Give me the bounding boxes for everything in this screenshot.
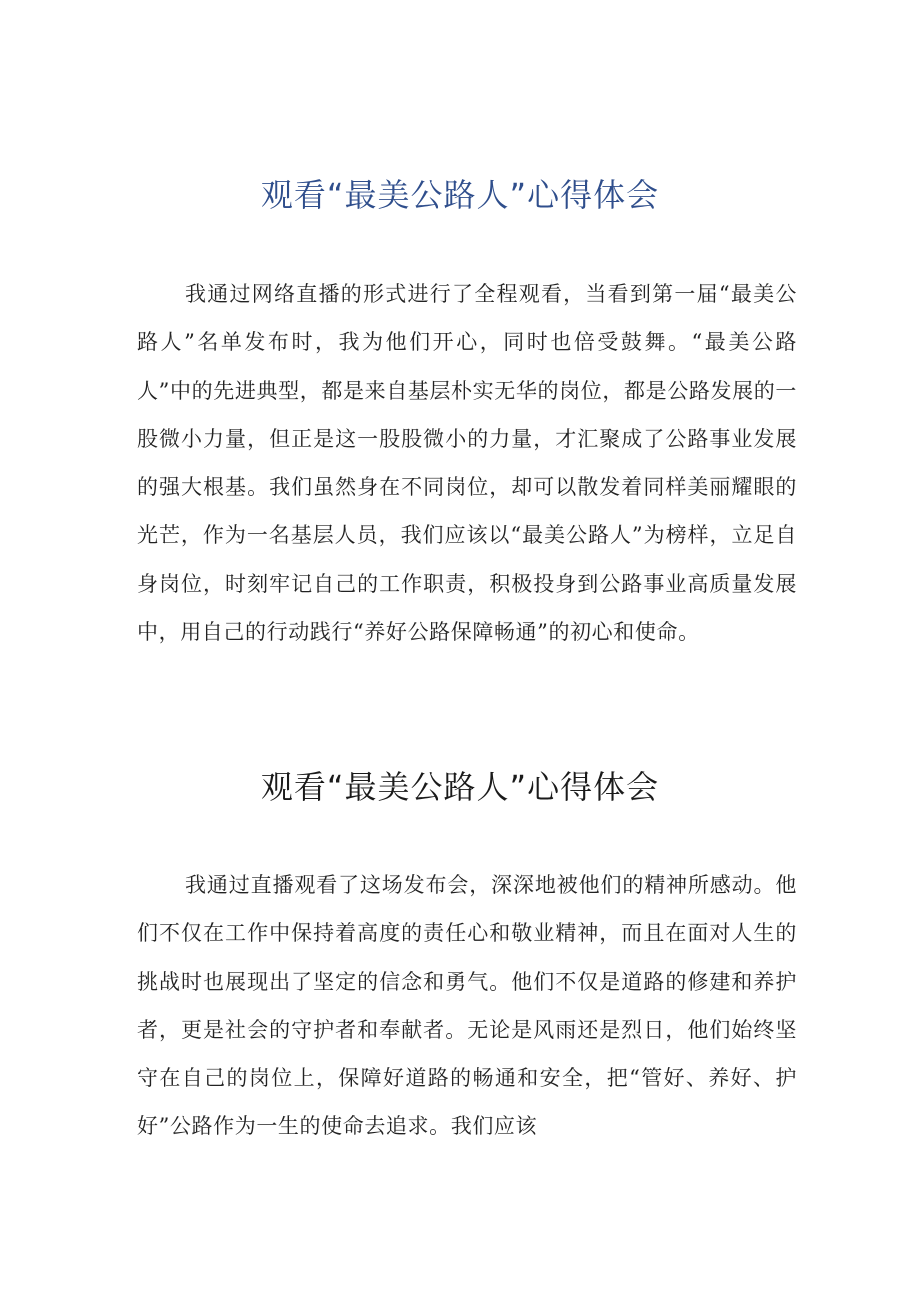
section-1-paragraph: 我通过网络直播的形式进行了全程观看，当看到第一届“最美公路人”名单发布时，我为他们开心，同时也倍受鼓舞。“最美公路人”中的先进典型，都是来自基层朴实无华的岗位，都是公路发展的一股微小力量，但正是这一股股微小的力量，才汇聚成了公路事业发展的强大根基。我们虽然身在不同岗位，却可以散发着同样美丽耀眼的光芒，作为一名基层人员，我们应该以“最美公路人”为榜样，立足自身岗位，时刻牢记自己的工作职责，积极投身到公路事业高质量发展中，用自己的行动践行“养好公路保障畅通”的初心和使命。 <box>137 282 797 645</box>
section-2-title: 观看“最美公路人”心得体会 <box>260 768 660 806</box>
section-2-paragraph: 我通过直播观看了这场发布会，深深地被他们的精神所感动。他们不仅在工作中保持着高度的责任心和敬业精神，而且在面对人生的挑战时也展现出了坚定的信念和勇气。他们不仅是道路的修建和养护者，更是社会的守护者和奉献者。无论是风雨还是烈日，他们始终坚守在自己的岗位上，保障好道路的畅通和安全，把“管好、养好、护好”公路作为一生的使命去追求。我们应该 <box>137 873 797 1139</box>
section-1-title: 观看“最美公路人”心得体会 <box>260 176 660 214</box>
